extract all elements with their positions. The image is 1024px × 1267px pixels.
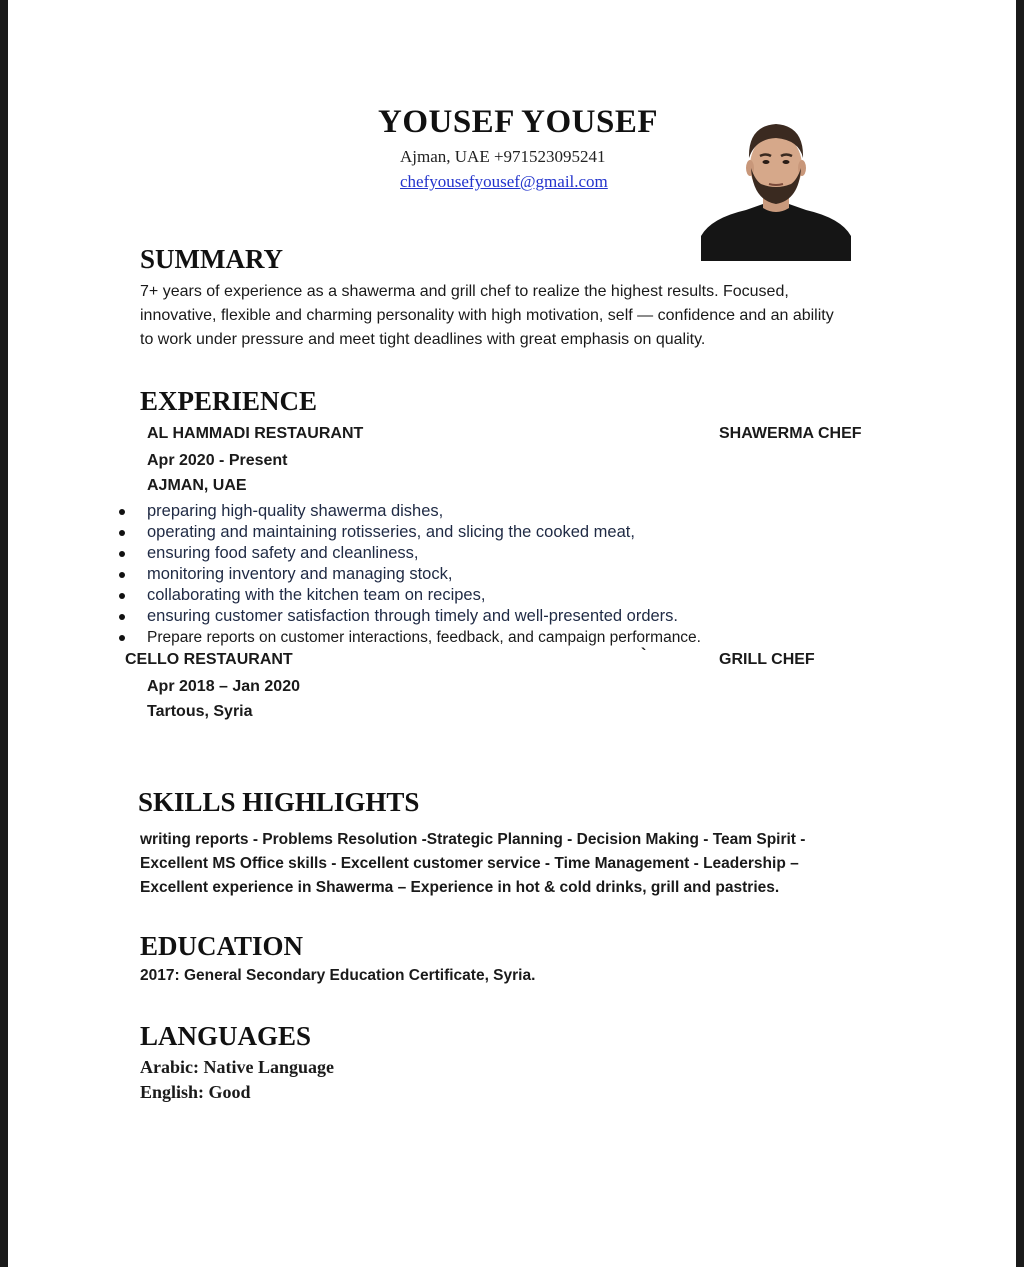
languages-heading: LANGUAGES <box>140 1021 312 1051</box>
job-dates: Apr 2020 - Present <box>147 452 288 469</box>
profile-photo <box>701 118 851 261</box>
summary-line: innovative, flexible and charming personality with high motivation, self — confidence and an ability <box>140 307 834 324</box>
education-heading: EDUCATION <box>140 931 304 961</box>
job-location: Tartous, Syria <box>147 703 253 720</box>
profile-photo-illustration <box>701 118 851 261</box>
languages-list <box>140 1055 334 1105</box>
job-dates: Apr 2018 – Jan 2020 <box>147 678 300 695</box>
skills-line: Excellent experience in Shawerma – Experience in hot & cold drinks, grill and pastries. <box>140 879 780 896</box>
skills-line: Excellent MS Office skills - Excellent customer service - Time Management - Leadership – <box>140 855 799 872</box>
job-employer: CELLO RESTAURANT <box>125 651 293 668</box>
experience-heading: EXPERIENCE <box>140 386 318 416</box>
email-link[interactable]: chefyousefyousef@gmail.com <box>400 172 608 191</box>
contact-location-phone: Ajman, UAE +971523095241 <box>400 147 606 166</box>
summary-text <box>140 280 900 352</box>
list-item: preparing high-quality shawerma dishes, <box>116 501 701 522</box>
language-item: English: Good <box>140 1082 251 1102</box>
candidate-name: YOUSEF YOUSEF <box>378 104 659 140</box>
summary-line: 7+ years of experience as a shawerma and grill chef to realize the highest results. Focused, <box>140 283 789 300</box>
skills-line: writing reports - Problems Resolution -Strategic Planning - Decision Making - Team Spirit - <box>140 831 806 848</box>
stray-mark: ` <box>641 646 647 663</box>
job-employer: AL HAMMADI RESTAURANT <box>147 425 364 442</box>
list-item: collaborating with the kitchen team on recipes, <box>116 585 701 606</box>
job-duties-list <box>116 501 701 648</box>
job-role: GRILL CHEF <box>719 651 815 668</box>
summary-line: to work under pressure and meet tight deadlines with great emphasis on quality. <box>140 331 706 348</box>
list-item: ensuring food safety and cleanliness, <box>116 543 701 564</box>
list-item: operating and maintaining rotisseries, and slicing the cooked meat, <box>116 522 701 543</box>
language-item: Arabic: Native Language <box>140 1057 334 1077</box>
education-entry: 2017: General Secondary Education Certificate, Syria. <box>140 967 536 984</box>
skills-text <box>140 828 805 900</box>
summary-heading: SUMMARY <box>140 244 284 274</box>
resume-page <box>8 0 1016 1267</box>
list-item: Prepare reports on customer interactions, feedback, and campaign performance. <box>116 627 701 648</box>
job-role: SHAWERMA CHEF <box>719 425 862 442</box>
job-location: AJMAN, UAE <box>147 477 247 494</box>
list-item: monitoring inventory and managing stock, <box>116 564 701 585</box>
skills-heading: SKILLS HIGHLIGHTS <box>138 787 420 817</box>
list-item: ensuring customer satisfaction through timely and well-presented orders. <box>116 606 701 627</box>
